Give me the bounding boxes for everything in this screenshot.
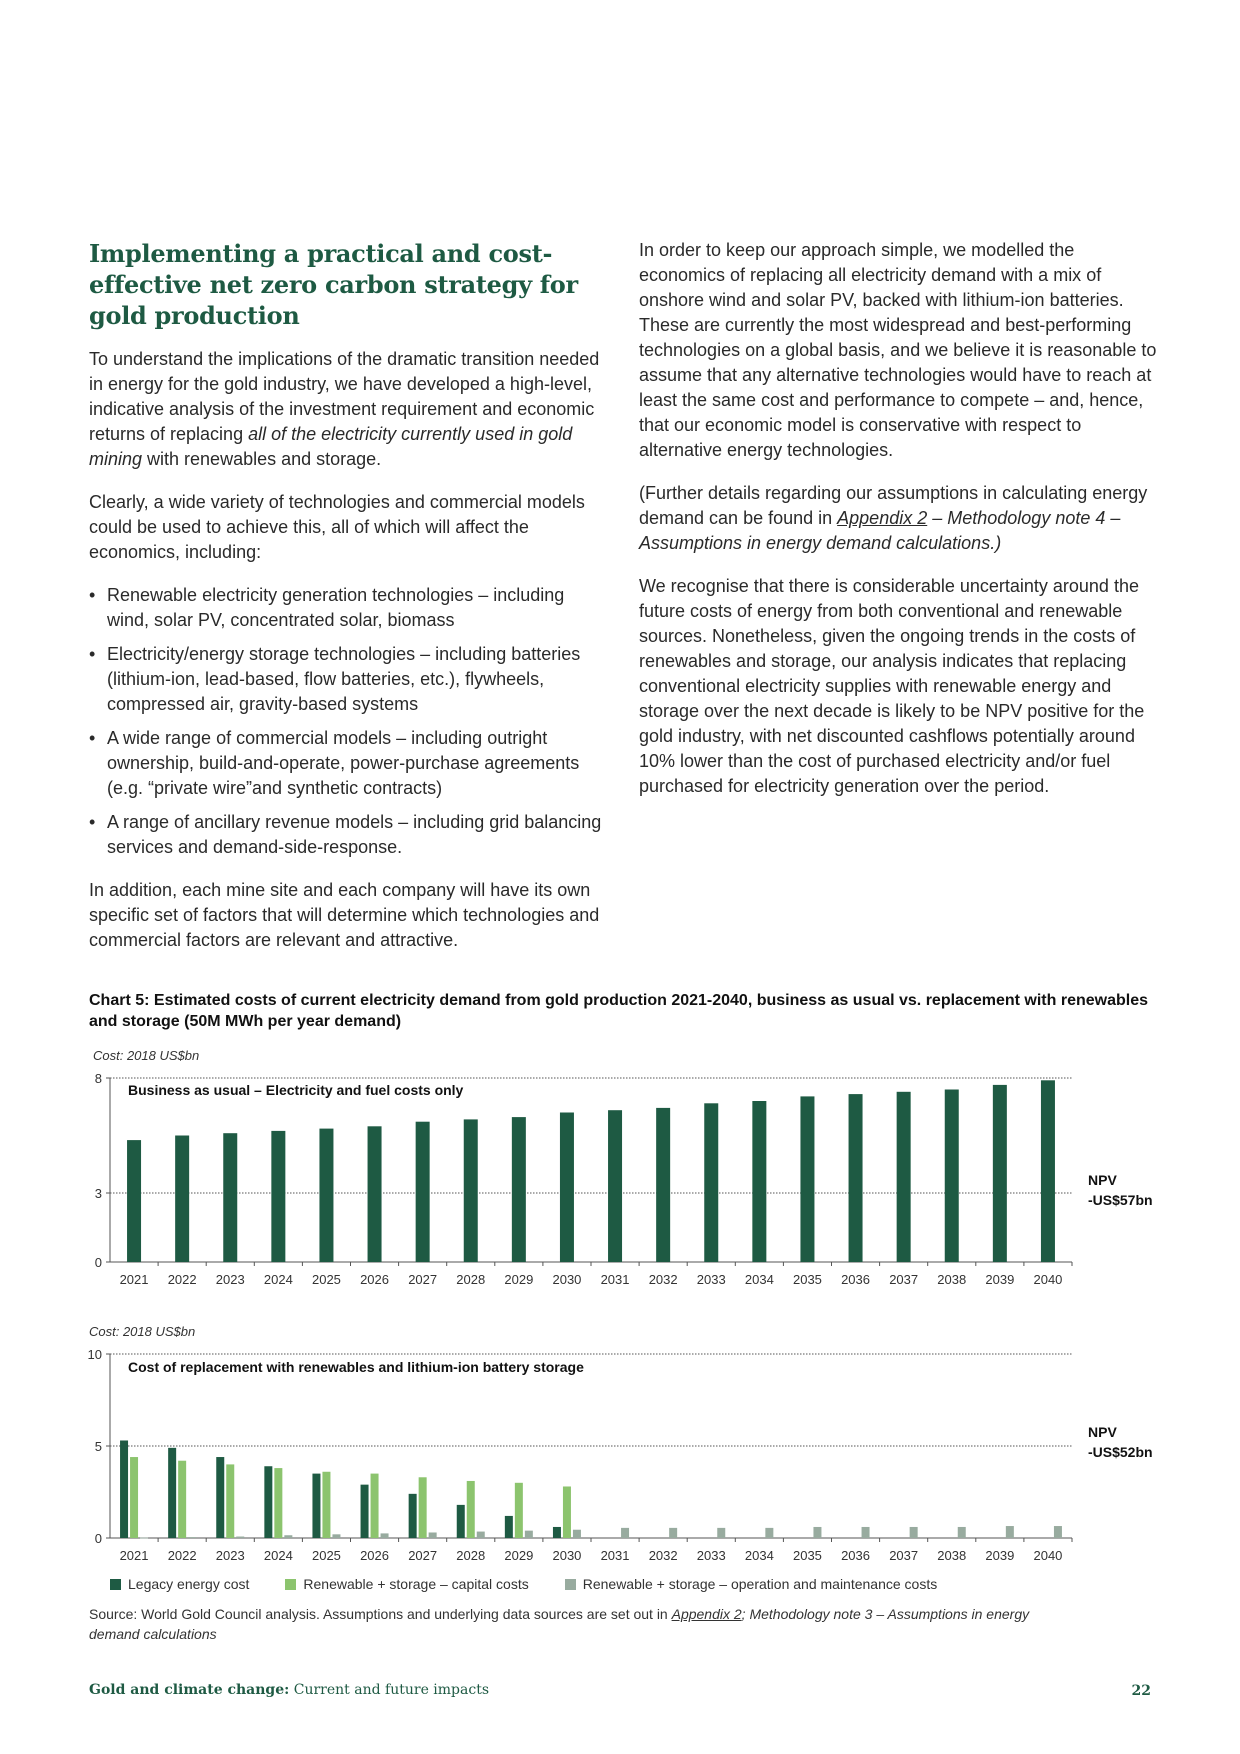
chart-legend: [110, 1576, 937, 1592]
y-tick-label: 8: [94, 1071, 102, 1086]
legend-label: Legacy energy cost: [128, 1576, 250, 1592]
bar-renewable-storage-capital-costs-2029: [515, 1483, 523, 1538]
bar-legacy-energy-cost-2025: [319, 1129, 333, 1262]
y-tick-label: 0: [94, 1255, 102, 1270]
bar-legacy-energy-cost-2023: [223, 1133, 237, 1262]
bar-renewable-storage-operation-and-maintenance-costs-2040: [1054, 1526, 1062, 1538]
x-tick-label: 2037: [889, 1272, 919, 1287]
bar-renewable-storage-operation-and-maintenance-costs-2029: [525, 1531, 533, 1538]
legend-item-capital: [285, 1576, 528, 1592]
bar-legacy-energy-cost-2033: [704, 1103, 718, 1262]
x-tick-label: 2034: [744, 1272, 774, 1287]
paragraph-mine-factors: In addition, each mine site and each company will have its own specific set of factors that will determine which technologies and commercial factors are relevant and attractive.: [89, 880, 600, 950]
bar-legacy-energy-cost-2031: [608, 1110, 622, 1262]
bar-renewable-storage-operation-and-maintenance-costs-2023: [236, 1537, 244, 1538]
page-number: 22: [1131, 1683, 1151, 1699]
x-tick-label: 2033: [696, 1272, 726, 1287]
section-heading: Implementing a practical and cost-effective net zero carbon strategy for gold production: [89, 239, 578, 330]
y-tick-label: 3: [94, 1186, 102, 1201]
x-tick-label: 2024: [263, 1548, 293, 1563]
x-tick-label: 2022: [167, 1548, 197, 1563]
list-item: • A wide range of commercial models – including outright ownership, build-and-operate, power-purchase agreements (e.g. “private wire”and synthetic contracts): [89, 726, 609, 801]
bar-renewable-storage-operation-and-maintenance-costs-2037: [910, 1527, 918, 1538]
x-tick-label: 2027: [408, 1548, 438, 1563]
legend-label: Renewable + storage – capital costs: [303, 1576, 529, 1592]
x-tick-label: 2026: [360, 1548, 390, 1563]
bar-legacy-energy-cost-2028: [464, 1119, 478, 1262]
bar-renewable-storage-capital-costs-2025: [322, 1472, 330, 1538]
chart-replacement: [88, 1324, 1153, 1563]
legend-swatch-capital: [285, 1579, 296, 1590]
bar-legacy-energy-cost-2027: [416, 1122, 430, 1262]
npv-label: NPV: [1088, 1424, 1117, 1440]
y-tick-label: 5: [94, 1439, 102, 1454]
panel-title: Cost of replacement with renewables and lithium-ion battery storage: [128, 1359, 584, 1375]
y-tick-label: 10: [87, 1347, 102, 1362]
legend-swatch-legacy: [110, 1579, 121, 1590]
npv-value: -US$57bn: [1088, 1192, 1153, 1208]
x-tick-label: 2036: [841, 1548, 871, 1563]
x-tick-label: 2035: [792, 1272, 822, 1287]
panel-title: Business as usual – Electricity and fuel costs only: [128, 1082, 464, 1098]
bar-renewable-storage-operation-and-maintenance-costs-2030: [573, 1530, 581, 1538]
x-tick-label: 2035: [792, 1548, 822, 1563]
bar-renewable-storage-operation-and-maintenance-costs-2036: [862, 1527, 870, 1538]
npv-label: NPV: [1088, 1172, 1117, 1188]
bar-renewable-storage-operation-and-maintenance-costs-2027: [429, 1532, 437, 1538]
source-appendix-link[interactable]: Appendix 2: [671, 1606, 742, 1622]
bar-legacy-energy-cost-2025: [312, 1474, 320, 1538]
bar-renewable-storage-operation-and-maintenance-costs-2022: [188, 1537, 196, 1538]
bar-renewable-storage-operation-and-maintenance-costs-2035: [813, 1527, 821, 1538]
bar-renewable-storage-operation-and-maintenance-costs-2024: [284, 1535, 292, 1538]
y-axis-label: Cost: 2018 US$bn: [89, 1324, 196, 1339]
x-tick-label: 2033: [696, 1548, 726, 1563]
paragraph-approach: In order to keep our approach simple, we modelled the economics of replacing all electricity demand with a mix of onshore wind and solar PV, backed with lithium-ion batteries. These are currently the most widespread and best-performing technologies on a global basis, and we believe it is reasonable to assume that any alternative technologies would have to reach at least the same cost and performance to compete – and, hence, that our economic model is conservative with respect to alternative energy technologies.: [639, 240, 1157, 460]
chart-bau: [93, 1048, 1153, 1287]
bar-legacy-energy-cost-2028: [457, 1505, 465, 1538]
x-tick-label: 2029: [504, 1272, 534, 1287]
footer-title: Gold and climate change: Current and future impacts: [89, 1682, 490, 1698]
list-item: • Renewable electricity generation technologies – including wind, solar PV, concentrated solar, biomass: [89, 583, 609, 633]
paragraph-intro: To understand the implications of the dramatic transition needed in energy for the gold industry, we have developed a high-level, indicative analysis of the investment requirement and economic returns of replacing all of the electricity currently used in gold mining with renewables and storage.: [89, 349, 600, 469]
y-axis-label: Cost: 2018 US$bn: [93, 1048, 200, 1063]
legend-swatch-om: [565, 1579, 576, 1590]
x-tick-label: 2032: [648, 1272, 678, 1287]
bar-legacy-energy-cost-2026: [361, 1485, 369, 1538]
bar-renewable-storage-capital-costs-2021: [130, 1457, 138, 1538]
bar-renewable-storage-operation-and-maintenance-costs-2025: [332, 1534, 340, 1538]
bar-legacy-energy-cost-2026: [368, 1126, 382, 1262]
bar-renewable-storage-capital-costs-2028: [467, 1481, 475, 1538]
x-tick-label: 2039: [985, 1548, 1015, 1563]
x-tick-label: 2022: [167, 1272, 197, 1287]
legend-label: Renewable + storage – operation and maintenance costs: [582, 1576, 938, 1592]
bar-renewable-storage-operation-and-maintenance-costs-2032: [669, 1528, 677, 1538]
bar-renewable-storage-operation-and-maintenance-costs-2034: [765, 1528, 773, 1538]
x-tick-label: 2038: [937, 1548, 967, 1563]
x-tick-label: 2025: [311, 1272, 341, 1287]
appendix-link[interactable]: Appendix 2: [837, 508, 928, 528]
x-tick-label: 2021: [119, 1548, 149, 1563]
x-tick-label: 2028: [456, 1272, 486, 1287]
bar-legacy-energy-cost-2038: [945, 1090, 959, 1263]
y-tick-label: 0: [94, 1531, 102, 1546]
x-tick-label: 2030: [552, 1548, 582, 1563]
list-item: • Electricity/energy storage technologies – including batteries (lithium-ion, lead-based, flow batteries, etc.), flywheels, compressed air, gravity-based systems: [89, 642, 609, 717]
x-tick-label: 2024: [263, 1272, 293, 1287]
x-tick-label: 2027: [408, 1272, 438, 1287]
bar-legacy-energy-cost-2030: [560, 1113, 574, 1263]
bar-legacy-energy-cost-2021: [127, 1140, 141, 1262]
x-tick-label: 2031: [600, 1272, 630, 1287]
x-tick-label: 2029: [504, 1548, 534, 1563]
bar-renewable-storage-operation-and-maintenance-costs-2021: [140, 1538, 148, 1539]
x-tick-label: 2028: [456, 1548, 486, 1563]
legend-item-legacy: [110, 1576, 249, 1592]
bar-legacy-energy-cost-2035: [800, 1096, 814, 1262]
npv-value: -US$52bn: [1088, 1444, 1153, 1460]
bar-legacy-energy-cost-2022: [168, 1448, 176, 1538]
bar-renewable-storage-capital-costs-2024: [274, 1468, 282, 1538]
paragraph-further-details: (Further details regarding our assumptions in calculating energy demand can be found in Appendix 2 – Methodology note 4 – Assumptions in energy demand calculations.): [639, 483, 1148, 553]
x-tick-label: 2026: [360, 1272, 390, 1287]
bar-legacy-energy-cost-2022: [175, 1136, 189, 1263]
x-tick-label: 2040: [1033, 1272, 1063, 1287]
list-item: • A range of ancillary revenue models – including grid balancing services and demand-side-response.: [89, 810, 609, 860]
x-tick-label: 2031: [600, 1548, 630, 1563]
bar-legacy-energy-cost-2039: [993, 1085, 1007, 1262]
source-note: Source: World Gold Council analysis. Assumptions and underlying data sources are set out in Appendix 2; Methodology note 3 – Assumptions in energy demand calculations: [89, 1606, 1030, 1642]
x-tick-label: 2032: [648, 1548, 678, 1563]
paragraph-variety: Clearly, a wide variety of technologies and commercial models could be used to achieve this, all of which will affect the economics, including:: [89, 492, 585, 562]
bar-renewable-storage-capital-costs-2023: [226, 1464, 234, 1538]
bar-renewable-storage-operation-and-maintenance-costs-2033: [717, 1528, 725, 1538]
x-tick-label: 2030: [552, 1272, 582, 1287]
bar-legacy-energy-cost-2030: [553, 1527, 561, 1538]
bar-renewable-storage-capital-costs-2026: [371, 1474, 379, 1538]
bar-renewable-storage-capital-costs-2030: [563, 1486, 571, 1538]
legend-item-om: [565, 1576, 938, 1592]
bar-legacy-energy-cost-2023: [216, 1457, 224, 1538]
bar-legacy-energy-cost-2040: [1041, 1080, 1055, 1262]
bar-legacy-energy-cost-2034: [752, 1101, 766, 1262]
x-tick-label: 2037: [889, 1548, 919, 1563]
x-tick-label: 2039: [985, 1272, 1015, 1287]
bar-legacy-energy-cost-2036: [849, 1094, 863, 1262]
bar-renewable-storage-operation-and-maintenance-costs-2026: [381, 1533, 389, 1538]
x-tick-label: 2036: [841, 1272, 871, 1287]
bar-renewable-storage-operation-and-maintenance-costs-2038: [958, 1527, 966, 1538]
bar-legacy-energy-cost-2021: [120, 1440, 128, 1538]
x-tick-label: 2023: [215, 1272, 245, 1287]
bar-renewable-storage-capital-costs-2022: [178, 1461, 186, 1538]
bar-legacy-energy-cost-2024: [264, 1466, 272, 1538]
x-tick-label: 2021: [119, 1272, 149, 1287]
x-tick-label: 2038: [937, 1272, 967, 1287]
bar-renewable-storage-operation-and-maintenance-costs-2031: [621, 1528, 629, 1538]
bar-legacy-energy-cost-2027: [409, 1494, 417, 1538]
bar-renewable-storage-operation-and-maintenance-costs-2028: [477, 1532, 485, 1538]
x-tick-label: 2025: [311, 1548, 341, 1563]
bar-legacy-energy-cost-2032: [656, 1108, 670, 1262]
chart-title: Chart 5: Estimated costs of current electricity demand from gold production 2021-2040, business as usual vs. replacement with renewables and storage (50M MWh per year demand): [89, 992, 1148, 1030]
bar-legacy-energy-cost-2024: [271, 1131, 285, 1262]
x-tick-label: 2034: [744, 1548, 774, 1563]
bar-renewable-storage-capital-costs-2027: [419, 1477, 427, 1538]
bar-legacy-energy-cost-2029: [505, 1516, 513, 1538]
bar-renewable-storage-operation-and-maintenance-costs-2039: [1006, 1526, 1014, 1538]
bar-legacy-energy-cost-2037: [897, 1092, 911, 1262]
x-tick-label: 2023: [215, 1548, 245, 1563]
x-tick-label: 2040: [1033, 1548, 1063, 1563]
paragraph-uncertainty: We recognise that there is considerable uncertainty around the future costs of energy from both conventional and renewable sources. Nonetheless, given the ongoing trends in the costs of renewables and storage, our analysis indicates that replacing conventional electricity supplies with renewable energy and storage over the next decade is likely to be NPV positive for the gold industry, with net discounted cashflows potentially around 10% lower than the cost of purchased electricity and/or fuel purchased for electricity generation over the period.: [639, 576, 1145, 796]
bar-legacy-energy-cost-2029: [512, 1117, 526, 1262]
